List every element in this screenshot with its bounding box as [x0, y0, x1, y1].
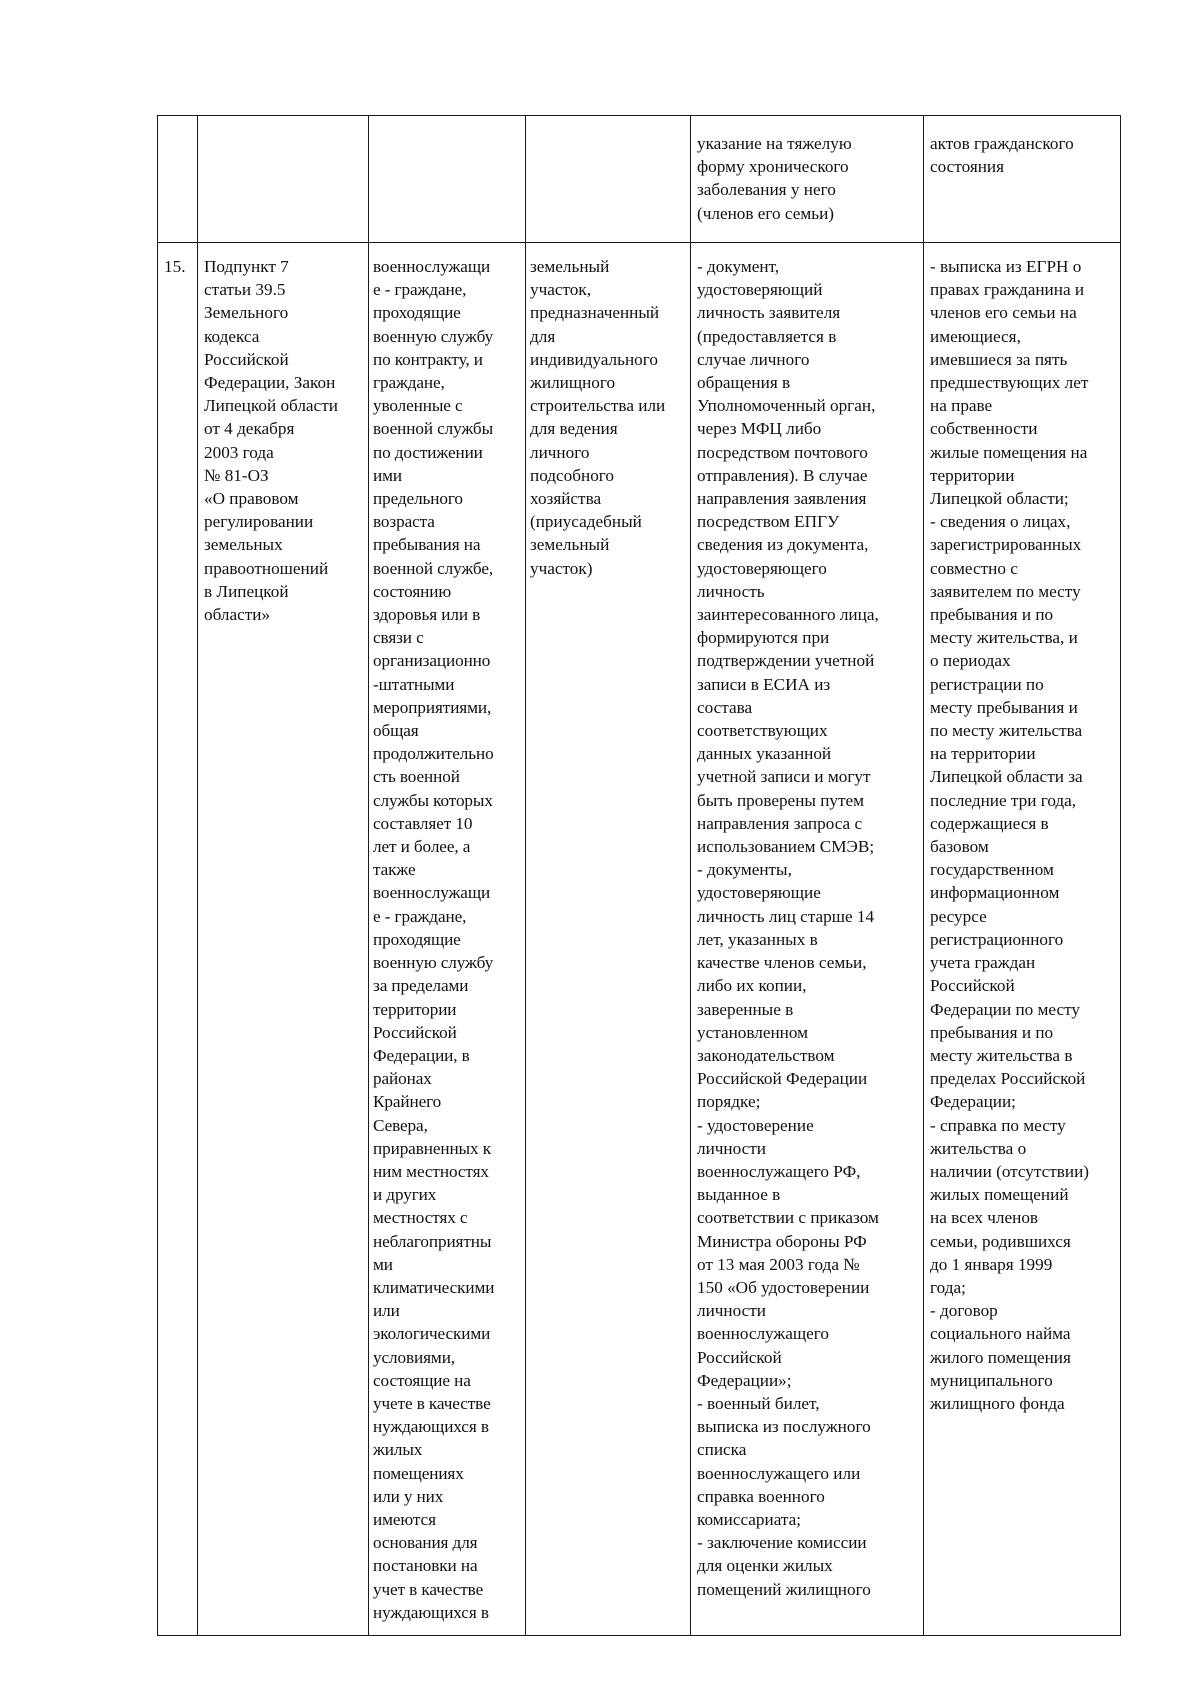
- category-cell: военнослужащи е - граждане, проходящие военную службу по контракту, и граждане, уволенные с военной службы по достижении ими предельного возраста пребывания на военной службе, состоянию здоровья или в связи с организационно -штатными мероприятиями, общая продолжительно сть военной службы которых составляет 10 лет и более, а также военнослужащи е - граждане, проходящие военную службу за пределами территории Российской Федерации, в районах Крайнего Севера, приравненных к ним местностях и других местностях с неблагоприятны ми климатическими или экологическими условиями, состоящие на учете в качестве нуждающихся в жилых помещениях или у них имеются основания для постановки на учет в качестве нуждающихся в: [369, 243, 526, 1636]
- interagency-documents-cell: - выписка из ЕГРН о правах гражданина и членов его семьи на имеющиеся, имевшиеся за пять предшествующих лет на праве собственности жилые помещения на территории Липецкой области; - сведения о лицах, зарегистрированных совместно с заявителем по месту пребывания и по месту жительства, и о периодах регистрации по месту пребывания и по месту жительства на территории Липецкой области за последние три года, содержащиеся в базовом государственном информационном ресурсе регистрационного учета граждан Российской Федерации по месту пребывания и по месту жительства в пределах Российской Федерации; - справка по месту жительства о наличии (отсутствии) жилых помещений на всех членов семьи, родившихся до 1 января 1999 года; - договор социального найма жилого помещения муниципального жилищного фонда: [924, 243, 1121, 1636]
- legal-basis-cell: Подпункт 7 статьи 39.5 Земельного кодекса Российской Федерации, Закон Липецкой области от 4 декабря 2003 года № 81-ОЗ «О правовом регулировании земельных правоотношений в Липецкой области»: [198, 243, 369, 1636]
- legal-basis-cell: [198, 116, 369, 243]
- row-number-cell: [158, 116, 198, 243]
- row-number-cell: 15.: [158, 243, 198, 1636]
- land-plot-cell: [526, 116, 691, 243]
- table-row-15: [158, 243, 1121, 1636]
- applicant-documents-cell: указание на тяжелую форму хронического заболевания у него (членов его семьи): [691, 116, 924, 243]
- category-cell: [369, 116, 526, 243]
- table-row-continuation: [158, 116, 1121, 243]
- applicant-documents-cell: - документ, удостоверяющий личность заявителя (предоставляется в случае личного обращения в Уполномоченный орган, через МФЦ либо посредством почтового отправления). В случае направления заявления посредством ЕПГУ сведения из документа, удостоверяющего личность заинтересованного лица, формируются при подтверждении учетной записи в ЕСИА из состава соответствующих данных указанной учетной записи и могут быть проверены путем направления запроса с использованием СМЭВ; - документы, удостоверяющие личность лиц старше 14 лет, указанных в качестве членов семьи, либо их копии, заверенные в установленном законодательством Российской Федерации порядке; - удостоверение личности военнослужащего РФ, выданное в соответствии с приказом Министра обороны РФ от 13 мая 2003 года № 150 «Об удостоверении личности военнослужащего Российской Федерации»; - военный билет, выписка из послужного списка военнослужащего или справка военного комиссариата; - заключение комиссии для оценки жилых помещений жилищного: [691, 243, 924, 1636]
- interagency-documents-cell: актов гражданского состояния: [924, 116, 1121, 243]
- documents-table: [157, 115, 1121, 1636]
- land-plot-cell: земельный участок, предназначенный для индивидуального жилищного строительства или для ведения личного подсобного хозяйства (приусадебный земельный участок): [526, 243, 691, 1636]
